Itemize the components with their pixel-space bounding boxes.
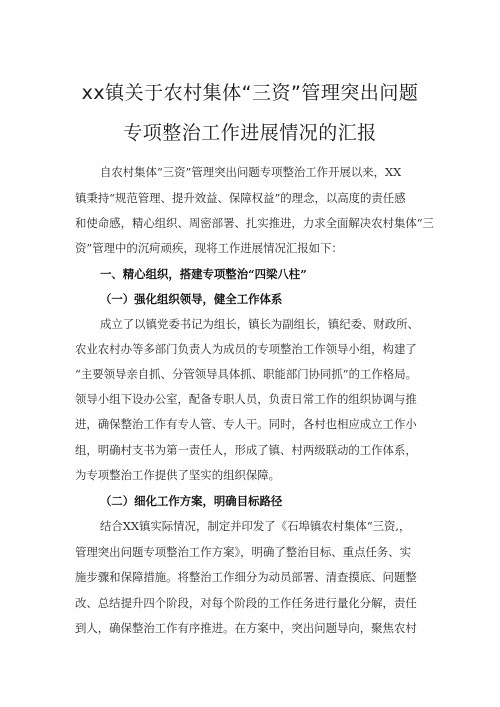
body-line-10: 组，明确村支书为第一责任人，形成了镇、村两级联动的工作体系，	[75, 443, 417, 457]
subsection-heading-1: （一）强化组织领导，健全工作体系	[100, 292, 283, 306]
body-line-7: “主要领导亲自抓、分管领导具体抓、职能部门协同抓”的工作格局。	[75, 367, 417, 381]
body-line-11: 为专项整治工作提供了坚实的组织保障。	[75, 468, 281, 482]
body-line-12: 结合XX镇实际情况，制定并印发了《石埠镇农村集体“三资,，	[100, 519, 411, 533]
body-line-2: 镇秉持“规范管理、提升效益、保障权益”的理念，以高度的责任感	[75, 191, 406, 205]
body-line-3: 和使命感，精心组织、周密部署、扎实推进，力求全面解决农村集体“三	[75, 216, 434, 230]
body-line-15: 改、总结提升四个阶段，对每个阶段的工作任务进行量化分解，责任	[75, 596, 417, 610]
document-title-line-1: xx镇关于农村集体“三资”管理突出问题	[81, 82, 419, 104]
body-line-4: 资”管理中的沉疴顽疾，现将工作进展情况汇报如下：	[75, 241, 343, 255]
body-line-8: 领导小组下设办公室，配备专职人员，负责日常工作的组织协调与推	[75, 392, 417, 406]
body-line-16: 到人，确保整治工作有序推进。在方案中，突出问题导向，聚焦农村	[75, 621, 417, 635]
document-title-line-2: 专项整治工作进展情况的汇报	[123, 122, 377, 144]
body-line-9: 进，确保整治工作有专人管、专人干。同时，各村也相应成立工作小	[75, 417, 417, 431]
body-line-1: 自农村集体“三资”管理突出问题专项整治工作开展以来，XX	[100, 165, 402, 179]
subsection-heading-2: （二）细化工作方案，明确目标路径	[100, 494, 283, 508]
body-line-6: 农业农村办等多部门负责人为成员的专项整治工作领导小组，构建了	[75, 342, 417, 356]
section-heading-1: 一、精心组织，搭建专项整治“四梁八柱”	[100, 267, 307, 281]
body-line-13: 管理突出问题专项整治工作方案》，明确了整治目标、重点任务、实	[75, 545, 412, 559]
body-line-5: 成立了以镇党委书记为组长，镇长为副组长，镇纪委、财政所、	[100, 317, 419, 331]
body-line-14: 施步骤和保障措施。将整治工作细分为动员部署、清查摸底、问题整	[75, 570, 417, 584]
